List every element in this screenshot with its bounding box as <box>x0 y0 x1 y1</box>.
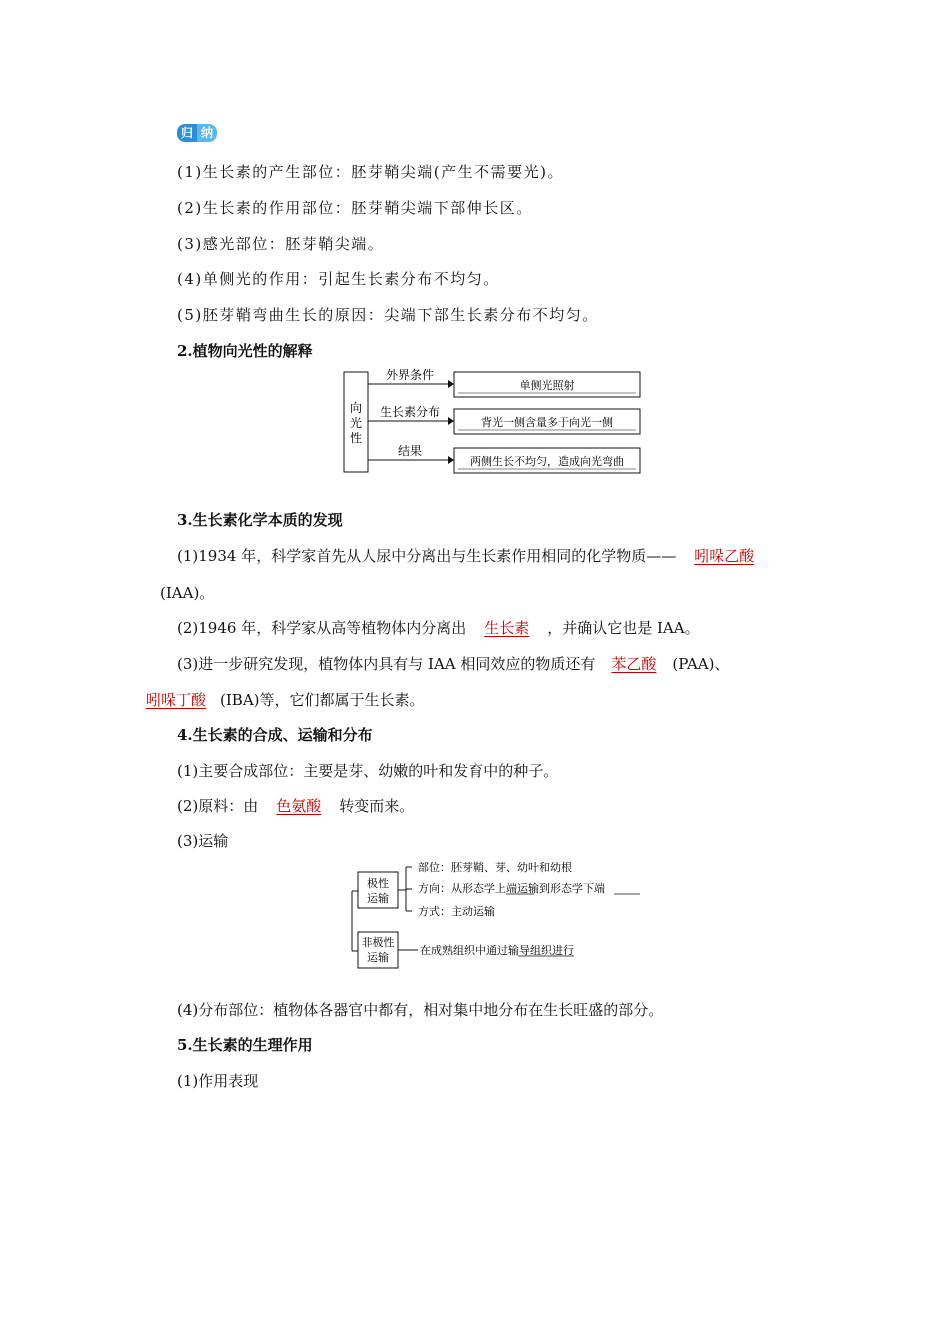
polar-label-1: 极性 <box>367 877 389 890</box>
branch-label-2: 生长素分布 <box>379 405 441 419</box>
badge-part2: 纳 <box>197 124 217 142</box>
section-2-title: 2.植物向光性的解释 <box>177 342 313 360</box>
phototropism-root-char-3: 性 <box>349 431 363 445</box>
polar-item-2: 方向：从形态学上端运输到形态学下端 <box>418 882 605 895</box>
polar-label-2: 运输 <box>367 892 389 905</box>
summary-line-5: (5)胚芽鞘弯曲生长的原因：尖端下部生长素分布不均匀。 <box>177 306 599 324</box>
section-3-p3-end: (IBA)等，它们都属于生长素。 <box>220 691 425 709</box>
nonpolar-label-2: 运输 <box>367 951 389 964</box>
polar-item-1: 部位：胚芽鞘、芽、幼叶和幼根 <box>418 861 572 874</box>
branch-label-1: 外界条件 <box>385 368 435 382</box>
section-5-p1: (1)作用表现 <box>177 1072 259 1090</box>
answer-iba: 吲哚丁酸 <box>146 691 207 709</box>
section-4-p1: (1)主要合成部位：主要是芽、幼嫩的叶和发育中的种子。 <box>177 762 559 780</box>
branch-box-1: 单侧光照射 <box>519 379 575 392</box>
section-4-p2-text: (2)原料：由 <box>177 797 259 815</box>
answer-paa: 苯乙酸 <box>611 655 657 673</box>
section-4-p2 <box>177 796 414 816</box>
section-3-p1 <box>177 546 756 566</box>
answer-iba-lead <box>730 655 746 673</box>
section-3-p3-mid: (PAA)、 <box>672 655 730 673</box>
nonpolar-item: 在成熟组织中通过输导组织进行 <box>420 944 574 957</box>
section-3-p3 <box>177 654 746 674</box>
summary-line-1: (1)生长素的产生部位：胚芽鞘尖端(产生不需要光)。 <box>177 163 564 181</box>
polar-item-3: 方式：主动运输 <box>418 905 495 918</box>
summary-line-3: (3)感光部位：胚芽鞘尖端。 <box>177 235 385 253</box>
phototropism-root-char-2: 光 <box>349 416 363 430</box>
branch-label-3: 结果 <box>397 444 423 458</box>
answer-auxin: 生长素 <box>484 619 530 637</box>
summary-badge <box>177 124 217 142</box>
section-3-p2 <box>177 618 700 638</box>
phototropism-root-char-1: 向 <box>349 401 363 415</box>
section-3-p3-text: (3)进一步研究发现，植物体内具有与 IAA 相同效应的物质还有 <box>177 655 596 673</box>
answer-iaa-tail <box>144 584 160 602</box>
section-4-title: 4.生长素的合成、运输和分布 <box>177 726 373 744</box>
answer-tryptophan: 色氨酸 <box>276 797 322 815</box>
section-4-p3: (3)运输 <box>177 832 229 850</box>
section-3-p1-cont <box>144 583 214 603</box>
section-4-p2-end: 转变而来。 <box>339 797 415 815</box>
section-3-p1-text: (1)1934 年，科学家首先从人尿中分离出与生长素作用相同的化学物质—— <box>177 547 677 565</box>
section-3-p2-text: (2)1946 年，科学家从高等植物体内分离出 <box>177 619 467 637</box>
branch-box-2: 背光一侧含量多于向光一侧 <box>481 416 613 429</box>
section-3-title: 3.生长素化学本质的发现 <box>177 511 343 529</box>
nonpolar-label-1: 非极性 <box>361 936 395 949</box>
summary-line-2: (2)生长素的作用部位：胚芽鞘尖端下部伸长区。 <box>177 199 533 217</box>
phototropism-diagram <box>340 366 650 478</box>
summary-line-4: (4)单侧光的作用：引起生长素分布不均匀。 <box>177 270 500 288</box>
section-3-p2-end: ，并确认它也是 IAA。 <box>547 619 700 637</box>
section-5-title: 5.生长素的生理作用 <box>177 1036 313 1054</box>
section-3-p1-end: (IAA)。 <box>160 584 215 602</box>
badge-part1: 归 <box>177 124 197 142</box>
branch-box-3: 两侧生长不均匀，造成向光弯曲 <box>470 455 624 468</box>
section-4-p4: (4)分布部位：植物体各器官中都有，相对集中地分布在生长旺盛的部分。 <box>177 1001 664 1019</box>
answer-iaa: 吲哚乙酸 <box>694 547 755 565</box>
section-3-p3-cont <box>144 690 425 710</box>
transport-diagram <box>346 856 666 972</box>
